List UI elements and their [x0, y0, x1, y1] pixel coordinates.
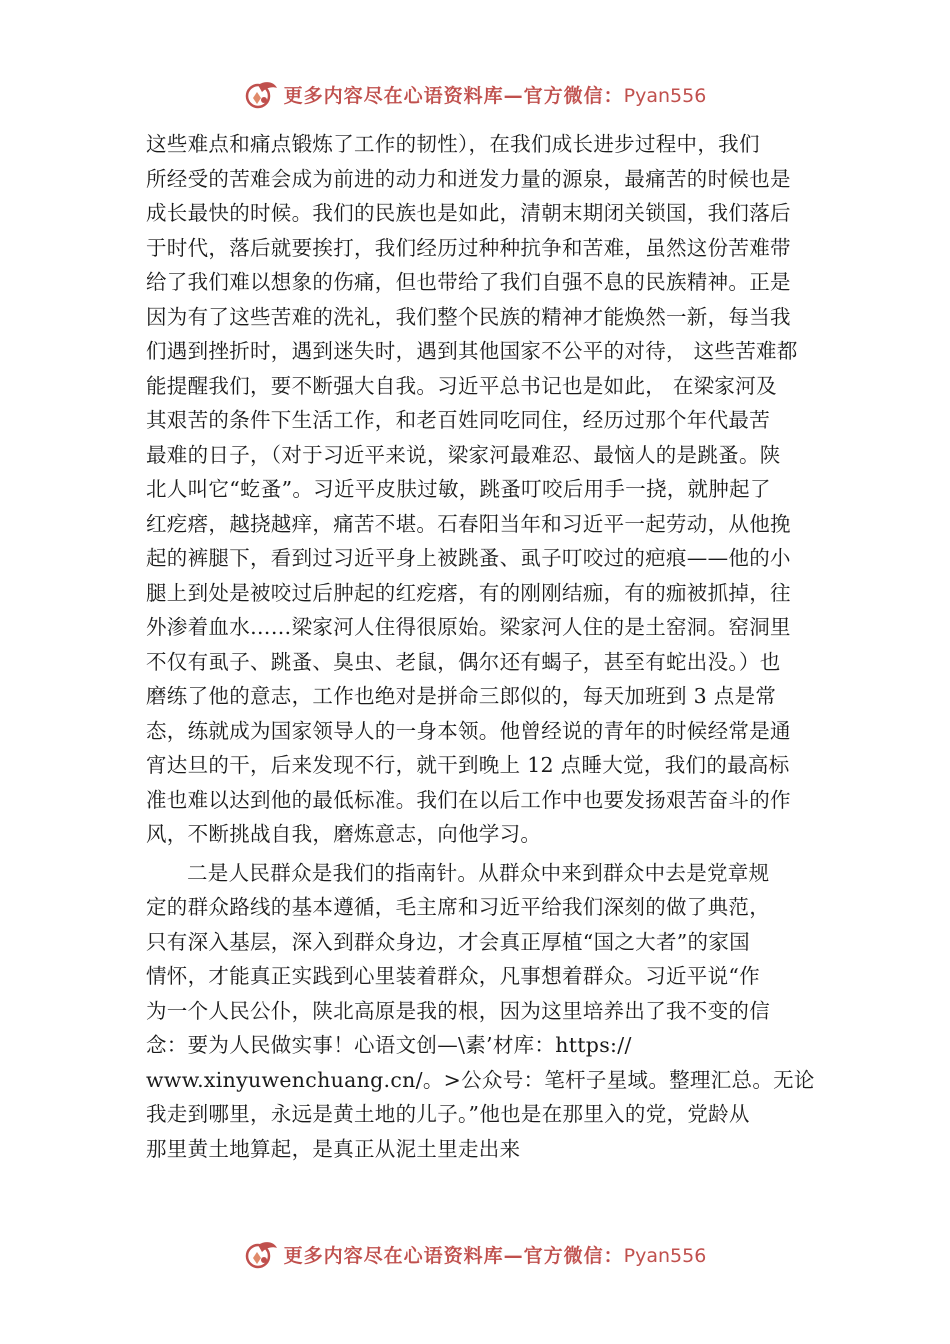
text-line: 腿上到处是被咬过后肿起的红疙瘩，有的刚刚结痂，有的痂被抓掉，往 [146, 580, 791, 605]
document-body [146, 127, 818, 1166]
text-line: 给了我们难以想象的伤痛，但也带给了我们自强不息的民族精神。正是 [146, 270, 791, 294]
text-line: 这些难点和痛点锻炼了工作的韧性），在我们成长进步过程中，我们 [146, 132, 760, 156]
text-line: 起的裤腿下，看到过习近平身上被跳蚤、虱子叮咬过的疤痕——他的小 [146, 546, 791, 570]
text-line: 我走到哪里，永远是黄土地的儿子。”他也是在那里入的党，党龄从 [146, 1102, 750, 1126]
text-line: 准也难以达到他的最低标准。我们在以后工作中也要发扬艰苦奋斗的作 [146, 787, 791, 812]
text-line: 定的群众路线的基本遵循，毛主席和习近平给我们深刻的做了典范， [146, 895, 770, 919]
logo-icon [244, 76, 280, 112]
text-line: 态，练就成为国家领导人的一身本领。他曾经说的青年的时候经常是通 [146, 718, 791, 743]
header-banner [0, 72, 950, 116]
paragraph-1 [146, 127, 818, 852]
paragraph-2 [146, 856, 818, 1167]
text-line: 不仅有虱子、跳蚤、臭虫、老鼠，偶尔还有蝎子，甚至有蛇出没。）也 [146, 649, 781, 674]
text-line: 外渗着血水……梁家河人住得很原始。梁家河人住的是土窑洞。窑洞里 [146, 615, 791, 639]
text-line: 情怀，才能真正实践到心里装着群众，凡事想着群众。习近平说“作 [146, 964, 760, 988]
text-line: 二是人民群众是我们的指南针。从群众中来到群众中去是党章规 [187, 860, 770, 885]
banner-text: 更多内容尽在心语资料库—官方微信：Pyan556 [283, 1244, 707, 1267]
text-line: 能提醒我们，要不断强大自我。习近平总书记也是如此， 在梁家河及 [146, 373, 777, 398]
text-line: 最难的日子，（对于习近平来说，梁家河最难忍、最恼人的是跳蚤。陕 [146, 442, 781, 467]
text-line: 红疙瘩，越挠越痒，痛苦不堪。石春阳当年和习近平一起劳动，从他挽 [146, 511, 791, 536]
text-line: 念：要为人民做实事！心语文创—\素’材库：https:// [146, 1033, 632, 1057]
text-line: 那里黄土地算起，是真正从泥土里走出来 [146, 1136, 521, 1161]
text-line: 为一个人民公仆，陕北高原是我的根，因为这里培养出了我不变的信 [146, 998, 770, 1023]
text-line: 成长最快的时候。我们的民族也是如此，清朝末期闭关锁国，我们落后 [146, 201, 791, 225]
wechat-id: Pyan556 [623, 1244, 707, 1267]
text-line: 只有深入基层，深入到群众身边，才会真正厚植“国之大者”的家国 [146, 929, 750, 954]
text-line: 风，不断挑战自我，磨炼意志，向他学习。 [146, 822, 542, 846]
footer-banner [0, 1232, 950, 1276]
text-line: 们遇到挫折时，遇到迷失时，遇到其他国家不公平的对待， 这些苦难都 [146, 339, 798, 363]
text-line: 于时代，落后就要挨打，我们经历过种种抗争和苦难，虽然这份苦难带 [146, 235, 791, 260]
text-line: 因为有了这些苦难的洗礼，我们整个民族的精神才能焕然一新，每当我 [146, 304, 791, 329]
text-line: 北人叫它“虼蚤”。习近平皮肤过敏，跳蚤叮咬后用手一挠，就肿起了 [146, 477, 771, 501]
text-line: 磨练了他的意志，工作也绝对是拼命三郎似的，每天加班到 3 点是常 [146, 684, 777, 708]
text-line: 宵达旦的干，后来发现不行，就干到晚上 12 点睡大觉，我们的最高标 [146, 753, 790, 777]
logo-icon [244, 1236, 280, 1272]
text-line: 所经受的苦难会成为前进的动力和迸发力量的源泉，最痛苦的时候也是 [146, 166, 791, 191]
text-line: www.xinyuwenchuang.cn/。>公众号：笔杆子星域。整理汇总。无论 [146, 1067, 815, 1092]
banner-text: 更多内容尽在心语资料库—官方微信：Pyan556 [283, 84, 707, 107]
wechat-id: Pyan556 [623, 84, 707, 107]
text-line: 其艰苦的条件下生活工作，和老百姓同吃同住，经历过那个年代最苦 [146, 408, 770, 432]
